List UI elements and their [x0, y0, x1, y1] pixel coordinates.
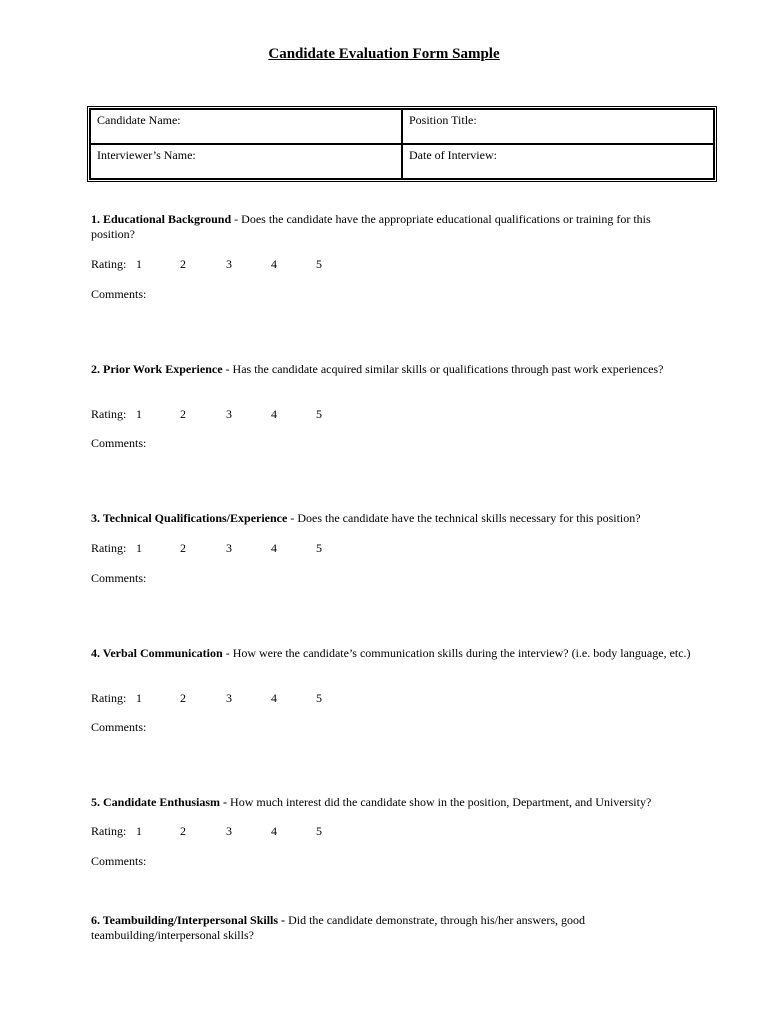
- rating-row: [91, 824, 391, 839]
- comments-label: Comments:: [91, 571, 147, 585]
- rating-option-1[interactable]: 1: [136, 691, 142, 705]
- rating-option-5[interactable]: 5: [316, 824, 322, 838]
- question-text: [91, 913, 691, 943]
- question-separator: -: [231, 212, 242, 226]
- info-row: [90, 144, 714, 179]
- comments-label: Comments:: [91, 436, 147, 450]
- rating-option-4[interactable]: 4: [271, 541, 277, 555]
- question-4: [91, 646, 691, 734]
- rating-option-2[interactable]: 2: [180, 824, 186, 838]
- question-1: [91, 212, 691, 301]
- question-2: [91, 362, 691, 450]
- question-body: Does the candidate have the technical skills necessary for this position?: [297, 511, 641, 525]
- rating-option-3[interactable]: 3: [226, 257, 232, 271]
- question-text: [91, 212, 691, 242]
- question-text: [91, 646, 691, 661]
- rating-row: [91, 257, 391, 272]
- rating-row: [91, 541, 391, 556]
- comments-label: Comments:: [91, 854, 147, 868]
- rating-option-3[interactable]: 3: [226, 407, 232, 421]
- question-heading: 3. Technical Qualifications/Experience: [91, 511, 288, 525]
- rating-option-3[interactable]: 3: [226, 824, 232, 838]
- question-heading: 6. Teambuilding/Interpersonal Skills -: [91, 913, 286, 927]
- question-text: [91, 511, 691, 526]
- rating-label: Rating:: [91, 257, 127, 271]
- question-heading: 5. Candidate Enthusiasm -: [91, 795, 228, 809]
- rating-option-1[interactable]: 1: [136, 407, 142, 421]
- rating-option-2[interactable]: 2: [180, 691, 186, 705]
- rating-option-3[interactable]: 3: [226, 541, 232, 555]
- question-separator: -: [222, 646, 233, 660]
- rating-row: [91, 691, 391, 706]
- rating-label: Rating:: [91, 407, 127, 421]
- rating-option-3[interactable]: 3: [226, 691, 232, 705]
- date-of-interview-field[interactable]: Date of Interview:: [402, 144, 714, 179]
- question-6: [91, 913, 691, 943]
- question-body: Does the candidate have the appropriate educational qualifications or training for this position?: [91, 212, 651, 241]
- interviewer-name-field[interactable]: Interviewer’s Name:: [90, 144, 402, 179]
- rating-option-2[interactable]: 2: [180, 541, 186, 555]
- page-title: [0, 46, 768, 63]
- rating-option-1[interactable]: 1: [136, 257, 142, 271]
- rating-option-5[interactable]: 5: [316, 257, 322, 271]
- question-body: How much interest did the candidate show in the position, Department, and University?: [230, 795, 652, 809]
- question-heading: 4. Verbal Communication: [91, 646, 223, 660]
- question-separator: -: [222, 362, 233, 376]
- comments-label: Comments:: [91, 720, 147, 734]
- question-body: Has the candidate acquired similar skills or qualifications through past work experiences?: [232, 362, 664, 376]
- page-title-text: Candidate Evaluation Form Sample: [268, 46, 500, 62]
- rating-option-1[interactable]: 1: [136, 541, 142, 555]
- question-text: [91, 795, 691, 810]
- rating-option-4[interactable]: 4: [271, 407, 277, 421]
- candidate-name-field[interactable]: Candidate Name:: [90, 109, 402, 144]
- rating-option-5[interactable]: 5: [316, 407, 322, 421]
- question-heading: 1. Educational Background: [91, 212, 232, 226]
- rating-option-2[interactable]: 2: [180, 257, 186, 271]
- question-text: [91, 362, 691, 377]
- rating-option-2[interactable]: 2: [180, 407, 186, 421]
- question-body: Did the candidate demonstrate, through his/her answers, good teambuilding/interpersonal skills?: [91, 913, 585, 942]
- question-separator: -: [287, 511, 298, 525]
- rating-label: Rating:: [91, 691, 127, 705]
- rating-label: Rating:: [91, 541, 127, 555]
- question-5: [91, 795, 691, 868]
- rating-option-4[interactable]: 4: [271, 824, 277, 838]
- question-heading: 2. Prior Work Experience: [91, 362, 223, 376]
- question-3: [91, 511, 691, 585]
- rating-option-5[interactable]: 5: [316, 691, 322, 705]
- question-body: How were the candidate’s communication skills during the interview? (i.e. body language, etc.): [232, 646, 691, 660]
- rating-option-4[interactable]: 4: [271, 691, 277, 705]
- rating-option-1[interactable]: 1: [136, 824, 142, 838]
- rating-row: [91, 407, 391, 422]
- rating-option-4[interactable]: 4: [271, 257, 277, 271]
- candidate-info-table: [87, 106, 717, 182]
- comments-label: Comments:: [91, 287, 147, 301]
- rating-option-5[interactable]: 5: [316, 541, 322, 555]
- position-title-field[interactable]: Position Title:: [402, 109, 714, 144]
- rating-label: Rating:: [91, 824, 127, 838]
- info-row: [90, 109, 714, 144]
